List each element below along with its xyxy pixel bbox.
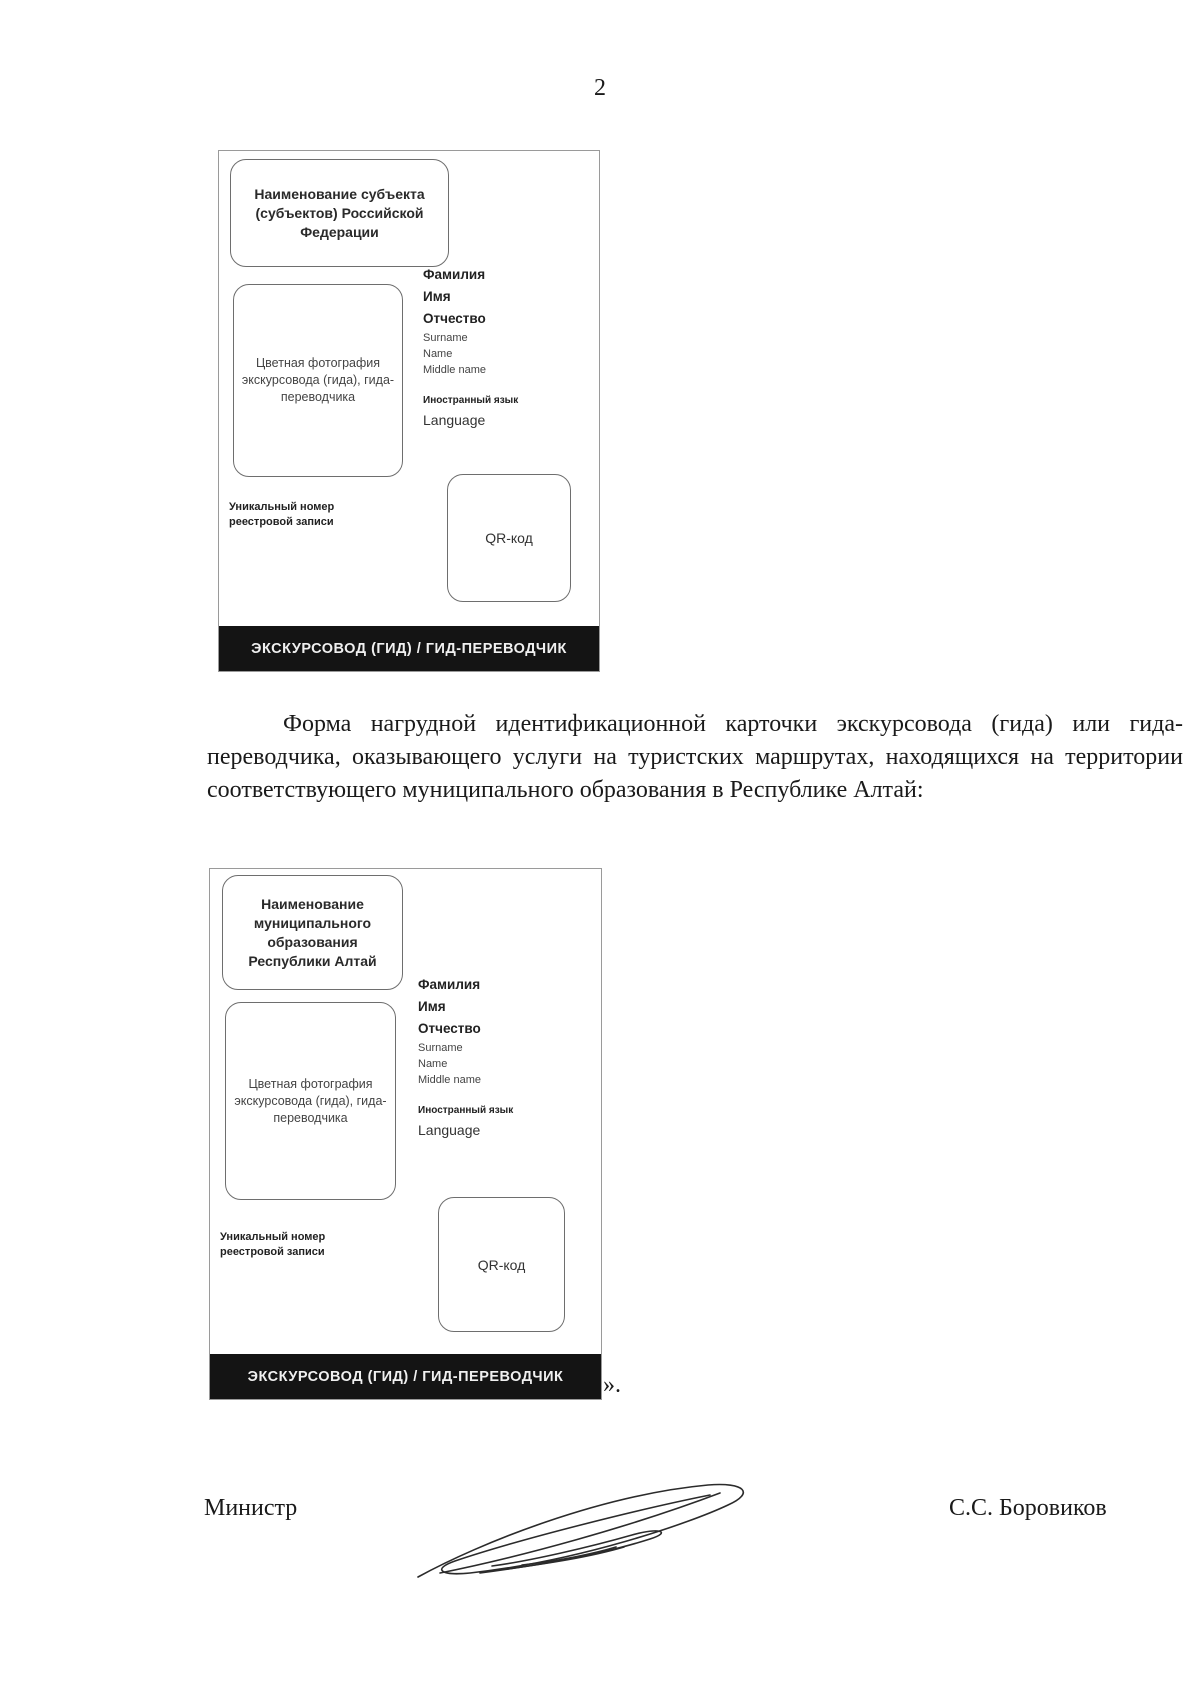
language-en-label: Language bbox=[423, 412, 486, 428]
name-en-label: Name bbox=[423, 348, 453, 360]
photo-placeholder: Цветная фотография экскурсовода (гида), гида-переводчика bbox=[225, 1002, 396, 1200]
signatory-name: С.С. Боровиков bbox=[949, 1495, 1107, 1521]
description-paragraph: Форма нагрудной идентификационной карточки экскурсовода (гида) или гида-переводчика, оказывающего услуги на туристских маршрутах, находящихся на территории соответствующего муниципального образования в Республике Алтай: bbox=[207, 711, 1183, 803]
id-card-municipal bbox=[209, 868, 602, 1400]
surname-en-label: Surname bbox=[423, 332, 468, 344]
qr-code-placeholder: QR-код bbox=[447, 474, 571, 602]
middle-name-en-label: Middle name bbox=[418, 1074, 481, 1086]
language-ru-label: Иностранный язык bbox=[418, 1105, 514, 1116]
language-en-label: Language bbox=[418, 1122, 481, 1138]
middle-name-ru-label: Отчество bbox=[423, 311, 486, 326]
surname-ru-label: Фамилия bbox=[418, 977, 481, 992]
middle-name-ru-label: Отчество bbox=[418, 1021, 481, 1036]
name-ru-label: Имя bbox=[418, 999, 446, 1014]
language-ru-label: Иностранный язык bbox=[423, 395, 519, 406]
region-name-box: Наименование муниципального образования Республики Алтай bbox=[222, 875, 403, 990]
surname-ru-label: Фамилия bbox=[423, 267, 486, 282]
closing-quote: ». bbox=[603, 1372, 621, 1398]
name-en-label: Name bbox=[418, 1058, 448, 1070]
signature-image bbox=[410, 1465, 770, 1595]
role-banner: ЭКСКУРСОВОД (ГИД) / ГИД-ПЕРЕВОДЧИК bbox=[210, 1354, 601, 1399]
registry-number-label: Уникальный номер реестровой записи bbox=[220, 1231, 326, 1258]
photo-placeholder: Цветная фотография экскурсовода (гида), гида-переводчика bbox=[233, 284, 403, 477]
role-banner: ЭКСКУРСОВОД (ГИД) / ГИД-ПЕРЕВОДЧИК bbox=[219, 626, 599, 671]
page-number: 2 bbox=[594, 75, 606, 101]
signatory-position: Министр bbox=[204, 1495, 298, 1521]
id-card-regional bbox=[218, 150, 600, 672]
personal-fields bbox=[423, 264, 593, 430]
qr-code-placeholder: QR-код bbox=[438, 1197, 565, 1332]
middle-name-en-label: Middle name bbox=[423, 364, 486, 376]
registry-number-label: Уникальный номер реестровой записи bbox=[229, 501, 335, 528]
personal-fields bbox=[418, 974, 593, 1140]
region-name-box: Наименование субъекта (субъектов) Российской Федерации bbox=[230, 159, 449, 267]
name-ru-label: Имя bbox=[423, 289, 451, 304]
surname-en-label: Surname bbox=[418, 1042, 463, 1054]
